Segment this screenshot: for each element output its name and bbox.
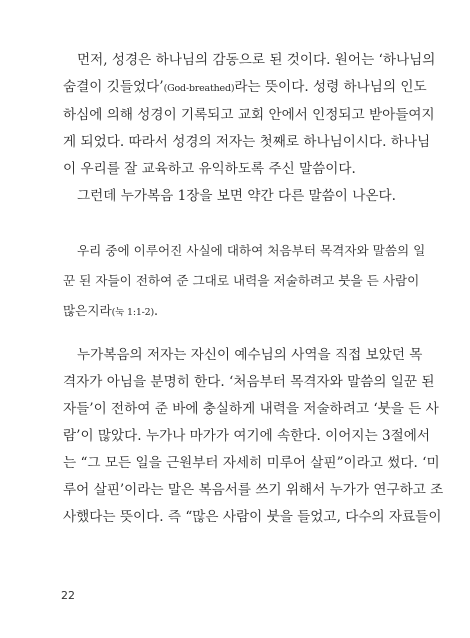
paragraph-luke-author (63, 342, 444, 531)
text-line: 루어 살핀’이라는 말은 복음서를 쓰기 위해서 누가가 연구하고 조 (63, 482, 444, 498)
text-line: 격자가 아님을 분명히 한다. ‘처음부터 목격자와 말씀의 일꾼 된 (63, 374, 435, 390)
text-line: 는 “그 모든 일을 근원부터 자세히 미루어 살핀”이라고 썼다. ‘미 (63, 455, 440, 471)
text-fragment: . (154, 303, 159, 318)
scripture-quote (63, 236, 426, 328)
page-number: 22 (61, 589, 75, 602)
scripture-reference: (눅 1:1-2) (111, 307, 155, 318)
text-line: 사했다는 뜻이다. 즉 “많은 사람이 붓을 들었고, 다수의 자료들이 (63, 509, 442, 525)
text-line: 람’이 많았다. 누가나 마가가 여기에 속한다. 이어지는 3절에서 (63, 428, 431, 444)
text-line: 누가복음의 저자는 자신이 예수님의 사역을 직접 보았던 목 (77, 347, 423, 363)
text-line: 이 우리를 잘 교육하고 유익하도록 주신 말씀이다. (63, 161, 356, 177)
quote-line: 꾼 된 자들이 전하여 준 그대로 내력을 저술하려고 붓을 든 사람이 (63, 273, 420, 288)
paragraph-luke-intro (63, 183, 408, 210)
text-line: 게 되었다. 따라서 성경의 저자는 첫째로 하나님이시다. 하나님 (63, 134, 431, 150)
paragraph-scripture-author (63, 47, 436, 183)
text-fragment: 많은지라 (63, 303, 112, 318)
text-line (63, 74, 427, 102)
text-fragment: 숨결이 깃들었다’ (63, 79, 164, 95)
english-gloss: (God-breathed) (163, 83, 235, 94)
text-line: 하심에 의해 성경이 기록되고 교회 안에서 인정되고 받아들여지 (63, 107, 435, 123)
text-fragment: 라는 뜻이다. 성령 하나님의 인도 (234, 79, 427, 95)
text-line: 먼저, 성경은 하나님의 감동으로 된 것이다. 원어는 ‘하나님의 (77, 52, 436, 68)
text-line: 그런데 누가복음 1장을 보면 약간 다른 말씀이 나온다. (77, 188, 396, 204)
quote-line (63, 296, 399, 328)
quote-line: 우리 중에 이루어진 사실에 대하여 처음부터 목격자와 말씀의 일 (77, 243, 426, 258)
text-line: 자들’이 전하여 준 바에 충실하게 내력을 저술하려고 ‘붓을 든 사 (63, 401, 439, 417)
